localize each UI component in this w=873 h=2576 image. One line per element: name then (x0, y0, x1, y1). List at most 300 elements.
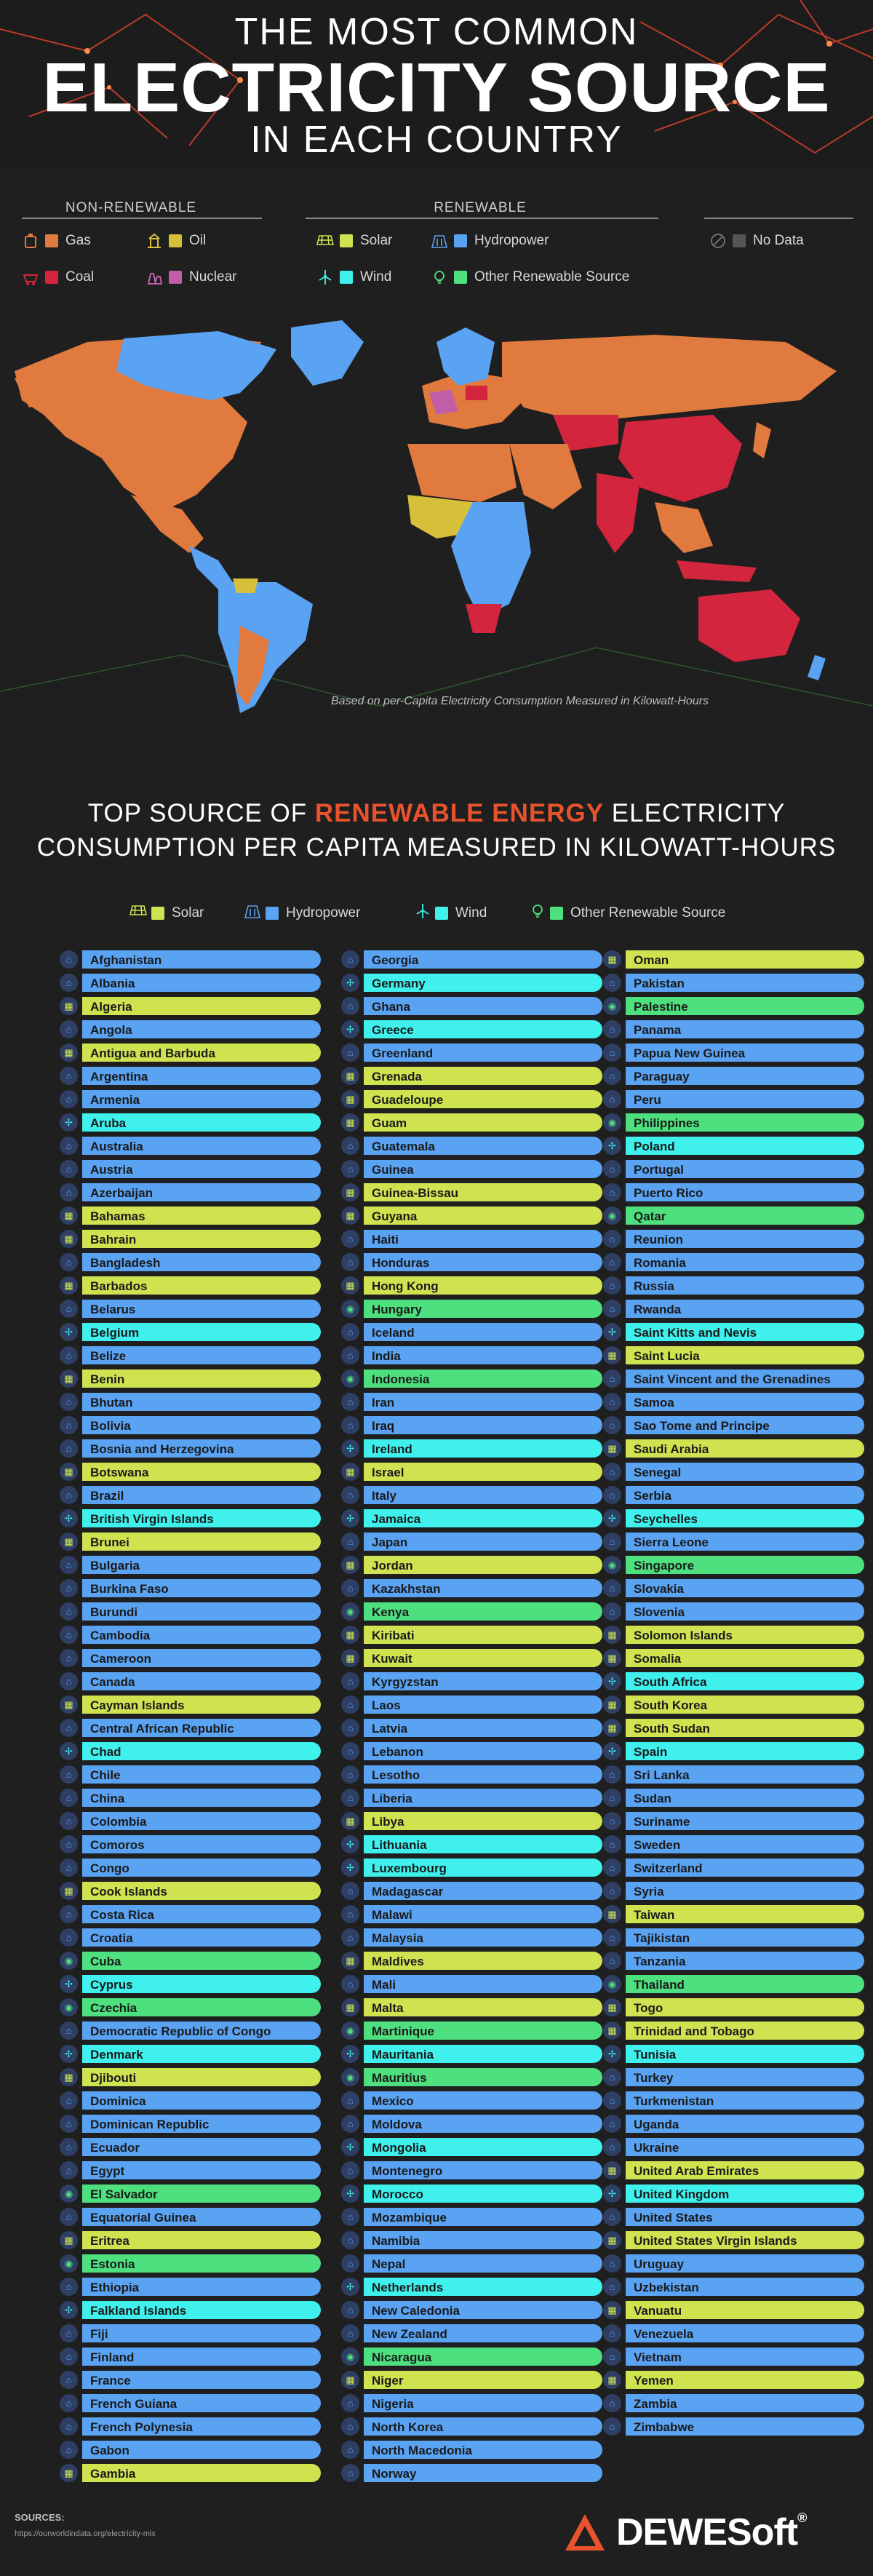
country-label: Tunisia (634, 2048, 677, 2062)
country-label: Panama (634, 1023, 682, 1037)
country-label: Niger (372, 2374, 404, 2388)
country-label: Trinidad and Tobago (634, 2024, 754, 2038)
country-label: Norway (372, 2467, 417, 2481)
map-greenland-hydro (291, 320, 364, 386)
country-row (57, 974, 322, 992)
country-row (600, 1998, 866, 2016)
dam-icon: ⌂ (60, 950, 78, 969)
dam-icon: ⌂ (60, 1253, 78, 1271)
country-bar (626, 1090, 864, 1108)
country-row (600, 2068, 866, 2086)
country-row (600, 1067, 866, 1085)
country-label: Papua New Guinea (634, 1046, 746, 1060)
country-label: Vietnam (634, 2350, 682, 2364)
country-label: El Salvador (90, 2187, 158, 2201)
country-row (57, 2348, 322, 2366)
legend-nuclear (146, 268, 236, 287)
country-row (57, 1416, 322, 1434)
solar-panel-icon: ▦ (603, 1346, 621, 1364)
country-row (338, 1486, 604, 1504)
dam-icon: ⌂ (603, 1043, 621, 1062)
dam-icon: ⌂ (341, 2441, 359, 2459)
dam-icon: ⌂ (603, 1463, 621, 1481)
legend-coal (22, 268, 94, 287)
country-row (338, 2045, 604, 2063)
wind-turbine-icon: ✢ (60, 1509, 78, 1527)
country-row (57, 2022, 322, 2040)
solar-panel-icon: ▦ (60, 2068, 78, 2086)
country-label: Samoa (634, 1396, 674, 1410)
dam-icon: ⌂ (60, 1579, 78, 1597)
sources-url[interactable]: https://ourworldindata.org/electricity-mix (15, 2529, 156, 2538)
renewable-title-highlight: RENEWABLE ENERGY (314, 799, 605, 827)
country-row (600, 1509, 866, 1527)
country-row (57, 2324, 322, 2342)
country-row (57, 1789, 322, 1807)
country-row (600, 974, 866, 992)
country-row (57, 2231, 322, 2249)
country-row (57, 1812, 322, 1830)
country-label: Russia (634, 1279, 674, 1293)
country-label: Taiwan (634, 1908, 675, 1922)
dam-icon: ⌂ (341, 1346, 359, 1364)
country-row (57, 1556, 322, 1574)
country-label: Luxembourg (372, 1861, 447, 1875)
country-row (338, 1230, 604, 1248)
country-row (600, 1975, 866, 1993)
legend2-wind-label: Wind (455, 905, 487, 921)
dam-icon: ⌂ (603, 2417, 621, 2436)
dam-icon: ⌂ (60, 1439, 78, 1458)
dam-icon: ⌂ (603, 2348, 621, 2366)
country-row (338, 1975, 604, 1993)
country-row (600, 1416, 866, 1434)
country-row (57, 1043, 322, 1062)
country-row (338, 1370, 604, 1388)
country-label: Turkmenistan (634, 2094, 714, 2108)
country-label: Benin (90, 1372, 125, 1386)
country-label: Rwanda (634, 1303, 682, 1316)
lightbulb-leaf-icon: ◉ (341, 1602, 359, 1621)
country-row (57, 1230, 322, 1248)
country-row (57, 1882, 322, 1900)
country-label: Tanzania (634, 1955, 686, 1968)
dam-icon: ⌂ (341, 1905, 359, 1923)
country-row (57, 2138, 322, 2156)
dam-icon: ⌂ (341, 2464, 359, 2482)
dam-icon: ⌂ (60, 1626, 78, 1644)
country-row (338, 2301, 604, 2319)
country-label: Austria (90, 1163, 133, 1177)
no-data-swatch (733, 234, 746, 247)
dam-icon: ⌂ (341, 2394, 359, 2412)
legend-oil-label: Oil (189, 233, 207, 248)
country-label: Germany (372, 977, 426, 990)
dam-icon: ⌂ (60, 2138, 78, 2156)
country-label: Saudi Arabia (634, 1442, 709, 1456)
brand-name: DEWESoft (616, 2511, 798, 2553)
country-label: Dominica (90, 2094, 146, 2108)
legend-wind (316, 268, 391, 287)
legend-solar-label: Solar (360, 233, 393, 248)
country-label: Angola (90, 1023, 132, 1037)
country-label: Yemen (634, 2374, 674, 2388)
lightbulb-leaf-icon: ◉ (60, 1952, 78, 1970)
country-row (338, 1696, 604, 1714)
wind-turbine-icon: ✢ (603, 2185, 621, 2203)
country-row (600, 1649, 866, 1667)
country-row (600, 1183, 866, 1201)
dam-icon: ⌂ (60, 1183, 78, 1201)
country-row (57, 1090, 322, 1108)
solar-panel-icon: ▦ (60, 1463, 78, 1481)
country-row (57, 2371, 322, 2389)
legend2-hydropower-swatch (266, 907, 279, 920)
legend-solar (316, 231, 392, 250)
country-label: Moldova (372, 2118, 422, 2131)
dam-icon: ⌂ (60, 1905, 78, 1923)
country-row (57, 2254, 322, 2273)
dam-icon: ⌂ (341, 2208, 359, 2226)
dam-icon: ⌂ (341, 1928, 359, 1947)
oil-swatch (169, 234, 182, 247)
country-row (338, 1346, 604, 1364)
country-row (57, 1206, 322, 1225)
dam-icon: ⌂ (60, 1859, 78, 1877)
dam-icon: ⌂ (603, 1393, 621, 1411)
country-row (600, 2371, 866, 2389)
country-label: Cambodia (90, 1629, 151, 1642)
country-label: Cook Islands (90, 1885, 167, 1899)
country-label: Portugal (634, 1163, 684, 1177)
country-row (57, 2161, 322, 2179)
dam-icon: ⌂ (603, 1789, 621, 1807)
dam-icon: ⌂ (603, 1765, 621, 1784)
country-row (57, 1137, 322, 1155)
country-label: Iraq (372, 1419, 395, 1433)
dewesoft-logo (564, 2507, 862, 2558)
country-label: Venezuela (634, 2327, 694, 2341)
country-row (57, 1952, 322, 1970)
country-label: New Caledonia (372, 2304, 460, 2318)
country-label: Botswana (90, 1466, 149, 1479)
country-label: Suriname (634, 1815, 690, 1829)
country-label: Hong Kong (372, 1279, 439, 1293)
country-label: Bangladesh (90, 1256, 161, 1270)
dam-icon: ⌂ (60, 1300, 78, 1318)
solar-panel-icon: ▦ (603, 1998, 621, 2016)
country-row (600, 2022, 866, 2040)
country-bar (364, 1230, 602, 1248)
dam-icon: ⌂ (341, 2091, 359, 2110)
country-label: Morocco (372, 2187, 423, 2201)
country-row (57, 2417, 322, 2436)
dam-icon: ⌂ (60, 1719, 78, 1737)
country-label: Gabon (90, 2444, 129, 2457)
solar-panel-icon: ▦ (341, 1998, 359, 2016)
title-line2: ELECTRICITY SOURCE (42, 49, 831, 127)
dam-icon: ⌂ (60, 1789, 78, 1807)
dam-icon: ⌂ (341, 1416, 359, 1434)
country-label: North Macedonia (372, 2444, 472, 2457)
country-row (338, 2138, 604, 2156)
country-row (57, 1742, 322, 1760)
dam-icon: ⌂ (341, 1253, 359, 1271)
solar-panel-icon: ▦ (60, 1206, 78, 1225)
country-label: Paraguay (634, 1070, 690, 1084)
solar-panel-icon: ▦ (603, 2161, 621, 2179)
legend2-wind (415, 904, 487, 923)
country-label: Singapore (634, 1559, 695, 1573)
solar-panel-icon: ▦ (60, 1533, 78, 1551)
country-label: Dominican Republic (90, 2118, 210, 2131)
country-label: United Kingdom (634, 2187, 730, 2201)
country-row (600, 2231, 866, 2249)
country-row (338, 1416, 604, 1434)
country-row (338, 1323, 604, 1341)
country-label: Sudan (634, 1792, 671, 1805)
country-label: Albania (90, 977, 135, 990)
country-row (338, 1439, 604, 1458)
country-row (600, 2301, 866, 2319)
dam-icon: ⌂ (60, 1486, 78, 1504)
country-label: Australia (90, 1140, 143, 1153)
country-row (338, 1509, 604, 1527)
country-label: Czechia (90, 2001, 137, 2015)
country-row (600, 2417, 866, 2436)
solar-panel-icon: ▦ (341, 1276, 359, 1295)
country-row (57, 2441, 322, 2459)
country-row (57, 997, 322, 1015)
country-row (57, 2278, 322, 2296)
world-map-svg (0, 313, 873, 720)
lightbulb-leaf-icon: ◉ (341, 1300, 359, 1318)
legend2-solar-label: Solar (172, 905, 204, 921)
dam-icon: ⌂ (603, 2324, 621, 2342)
country-label: Bhutan (90, 1396, 133, 1410)
country-label: United Arab Emirates (634, 2164, 760, 2178)
country-row (338, 1835, 604, 1853)
dam-icon: ⌂ (60, 1649, 78, 1667)
dam-icon: ⌂ (603, 1370, 621, 1388)
country-row (338, 1020, 604, 1038)
dam-icon: ⌂ (341, 1672, 359, 1690)
lightbulb-leaf-icon: ◉ (341, 2068, 359, 2086)
country-label: Ghana (372, 1000, 410, 1014)
dam-icon: ⌂ (341, 1789, 359, 1807)
country-label: Guinea-Bissau (372, 1186, 459, 1200)
country-row (338, 950, 604, 969)
country-label: South Korea (634, 1698, 708, 1712)
dam-icon: ⌂ (603, 1183, 621, 1201)
country-label: Denmark (90, 2048, 143, 2062)
country-row (338, 2417, 604, 2436)
dam-icon: ⌂ (60, 1835, 78, 1853)
country-label: Chad (90, 1745, 121, 1759)
no-data-divider (704, 218, 853, 219)
coal-swatch (45, 271, 58, 284)
country-row (600, 1370, 866, 1388)
country-label: Saint Vincent and the Grenadines (634, 1372, 831, 1386)
legend-gas-label: Gas (65, 233, 91, 248)
country-label: Belgium (90, 1326, 140, 1340)
map-se-asia-gas (655, 502, 713, 553)
country-label: Madagascar (372, 1885, 444, 1899)
country-row (338, 2091, 604, 2110)
country-label: Armenia (90, 1093, 140, 1107)
country-label: Lesotho (372, 1768, 420, 1782)
country-row (338, 1067, 604, 1085)
country-row (600, 1556, 866, 1574)
map-scandinavia-hydro (436, 327, 495, 386)
lightbulb-leaf-icon: ◉ (603, 1975, 621, 1993)
wind-turbine-icon: ✢ (341, 2185, 359, 2203)
wind-turbine-icon: ✢ (341, 1835, 359, 1853)
solar-panel-icon: ▦ (341, 1556, 359, 1574)
dam-icon: ⌂ (603, 1486, 621, 1504)
solar-panel-icon: ▦ (603, 950, 621, 969)
wind-turbine-icon: ✢ (341, 1509, 359, 1527)
map-india-coal (597, 473, 640, 553)
country-row (57, 950, 322, 969)
wind-turbine-icon: ✢ (603, 1672, 621, 1690)
country-label: Jamaica (372, 1512, 421, 1526)
country-label: Falkland Islands (90, 2304, 187, 2318)
country-label: Colombia (90, 1815, 147, 1829)
title-line1: THE MOST COMMON (234, 11, 639, 53)
country-label: Ireland (372, 1442, 412, 1456)
legend-no-data-label: No Data (753, 233, 804, 248)
country-label: Lebanon (372, 1745, 423, 1759)
country-row (338, 1742, 604, 1760)
country-row (338, 1928, 604, 1947)
country-label: Azerbaijan (90, 1186, 153, 1200)
solar-panel-icon (316, 232, 334, 250)
wind-turbine-icon: ✢ (603, 2045, 621, 2063)
country-label: Thailand (634, 1978, 685, 1992)
dam-icon: ⌂ (341, 1719, 359, 1737)
country-label: Fiji (90, 2327, 108, 2341)
country-label: Vanuatu (634, 2304, 682, 2318)
country-row (338, 2022, 604, 2040)
country-row (600, 1859, 866, 1877)
country-label: India (372, 1349, 401, 1363)
country-label: Uzbekistan (634, 2281, 699, 2294)
country-label: Georgia (372, 953, 419, 967)
solar-panel-icon: ▦ (341, 2371, 359, 2389)
country-row (338, 2278, 604, 2296)
country-label: Solomon Islands (634, 1629, 733, 1642)
country-row (57, 1602, 322, 1621)
country-row (57, 2301, 322, 2319)
wind-turbine-icon: ✢ (60, 2045, 78, 2063)
country-row (600, 1043, 866, 1062)
renewable-divider (306, 218, 658, 219)
country-label: Netherlands (372, 2281, 444, 2294)
wind-turbine-icon: ✢ (603, 1742, 621, 1760)
country-label: Kazakhstan (372, 1582, 441, 1596)
oil-pump-icon (146, 232, 163, 250)
country-label: Martinique (372, 2024, 434, 2038)
solar-panel-icon: ▦ (603, 1719, 621, 1737)
country-row (57, 1835, 322, 1853)
country-row (600, 1300, 866, 1318)
country-label: Kiribati (372, 1629, 415, 1642)
dam-icon: ⌂ (60, 2348, 78, 2366)
country-bar (364, 1393, 602, 1411)
lightbulb-leaf-icon: ◉ (603, 1206, 621, 1225)
dam-icon: ⌂ (341, 1742, 359, 1760)
dam-icon: ⌂ (341, 1137, 359, 1155)
country-row (338, 1649, 604, 1667)
legend-other-label: Other Renewable Source (474, 269, 630, 285)
country-row (57, 1346, 322, 1364)
country-row (57, 1463, 322, 1481)
map-south-africa-coal (466, 604, 502, 633)
country-label: Haiti (372, 1233, 399, 1247)
country-label: China (90, 1792, 125, 1805)
country-label: Poland (634, 1140, 675, 1153)
map-russia-gas (502, 335, 837, 422)
dam-icon: ⌂ (603, 1300, 621, 1318)
country-row (600, 1439, 866, 1458)
country-label: Burundi (90, 1605, 138, 1619)
solar-panel-icon: ▦ (603, 1905, 621, 1923)
dam-icon: ⌂ (603, 1602, 621, 1621)
map-venezuela-oil (233, 579, 258, 593)
country-row (600, 2045, 866, 2063)
country-label: Saint Lucia (634, 1349, 700, 1363)
dam-icon: ⌂ (341, 997, 359, 1015)
dam-icon: ⌂ (603, 2394, 621, 2412)
country-row (338, 1183, 604, 1201)
country-row (600, 2348, 866, 2366)
dam-icon: ⌂ (60, 1393, 78, 1411)
country-row (338, 1812, 604, 1830)
country-label: Kuwait (372, 1652, 412, 1666)
country-label: Congo (90, 1861, 129, 1875)
country-label: Cyprus (90, 1978, 133, 1992)
country-row (338, 2254, 604, 2273)
dam-icon: ⌂ (60, 1020, 78, 1038)
country-row (57, 1183, 322, 1201)
country-row (600, 950, 866, 969)
lightbulb-leaf-icon: ◉ (603, 1113, 621, 1132)
dam-icon: ⌂ (603, 2091, 621, 2110)
country-row (600, 1905, 866, 1923)
map-japan-gas (753, 422, 771, 458)
country-label: Bahamas (90, 1209, 146, 1223)
legend-hydropower (431, 231, 549, 250)
country-label: Liberia (372, 1792, 412, 1805)
country-row (57, 1486, 322, 1504)
solar-panel-icon: ▦ (341, 1206, 359, 1225)
country-label: Burkina Faso (90, 1582, 169, 1596)
country-label: France (90, 2374, 131, 2388)
legend-hydropower-label: Hydropower (474, 233, 549, 248)
country-row (57, 1696, 322, 1714)
dam-icon: ⌂ (60, 2208, 78, 2226)
country-row (57, 1113, 322, 1132)
country-row (600, 2115, 866, 2133)
legend-nuclear-label: Nuclear (189, 269, 237, 285)
solar-panel-icon: ▦ (341, 1090, 359, 1108)
country-row (57, 2091, 322, 2110)
country-label: Belarus (90, 1303, 136, 1316)
country-label: Guadeloupe (372, 1093, 444, 1107)
dam-icon: ⌂ (60, 1416, 78, 1434)
country-label: Bahrain (90, 1233, 137, 1247)
